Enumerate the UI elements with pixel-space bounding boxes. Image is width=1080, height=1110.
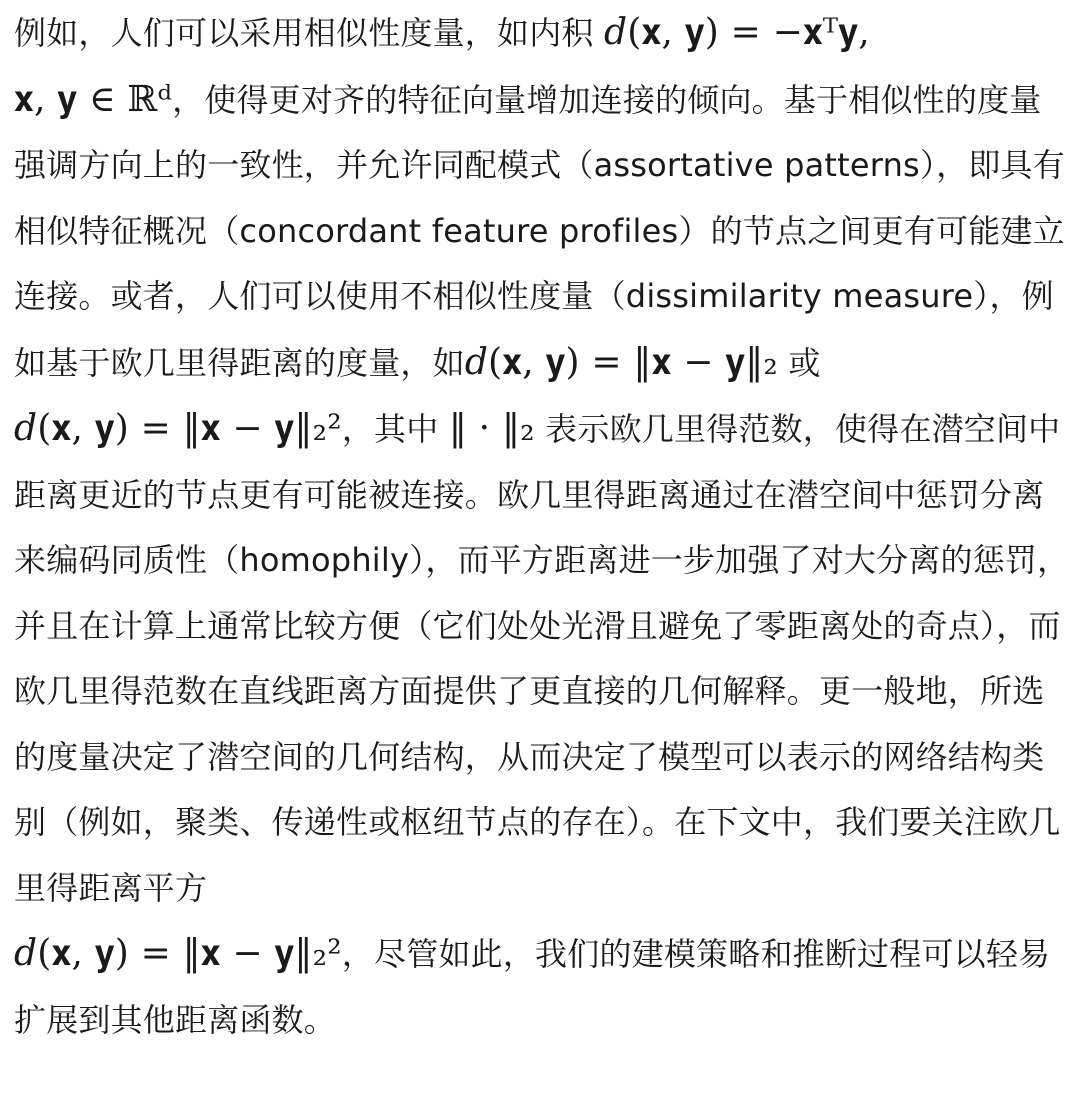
math-vector-domain: 𝐱, 𝐲 ∈ ℝᵈ <box>14 78 173 120</box>
math-squared-distance: 𝑑(𝐱, 𝐲) = ‖𝐱 − 𝐲‖₂² <box>14 408 342 449</box>
math-inner-product: 𝑑(𝐱, 𝐲) = −𝐱ᵀ𝐲, <box>603 12 870 53</box>
text-segment: ，尽管如此，我们的建模策略和推断过程可以轻易扩展到其他距离函数。 <box>14 935 1051 1039</box>
text-segment: 例如，人们可以采用相似性度量，如内积 <box>14 14 604 52</box>
text-segment: 或 <box>778 343 821 382</box>
math-squared-distance-focus: 𝑑(𝐱, 𝐲) = ‖𝐱 − 𝐲‖₂² <box>14 933 342 974</box>
text-segment: ，其中 <box>341 410 449 448</box>
paragraph <box>14 0 1072 1053</box>
math-euclidean-distance: 𝑑(𝐱, 𝐲) = ‖𝐱 − 𝐲‖₂ <box>464 341 779 383</box>
text-segment: ，使得更对齐的特征向量增加连接的倾向。基于相似性的度量强调方向上的一致性，并允许同配模式（assortative patterns），即具有相似特征概况（concordant feature profiles）的节点之间更有可能建立连接。或者，人们可以使用不相似性度量（dissimilarity measure），例如基于欧几里得距离的度量，如 <box>14 80 1065 382</box>
text-segment: 表示欧几里得范数，使得在潜空间中距离更近的节点更有可能被连接。欧几里得距离通过在潜空间中惩罚分离来编码同质性（homophily），而平方距离进一步加强了对大分离的惩罚，并且在计算上通常比较方便（它们处处光滑且避免了零距离处的奇点），而欧几里得范数在直线距离方面提供了更直接的几何解释。更一般地，所选的度量决定了潜空间的几何结构，从而决定了模型可以表示的网络结构类别（例如，聚类、传递性或枢纽节点的存在）。在下文中，我们要关注欧几里得距离平方 <box>14 410 1070 907</box>
math-norm: ‖ · ‖₂ <box>448 408 535 449</box>
